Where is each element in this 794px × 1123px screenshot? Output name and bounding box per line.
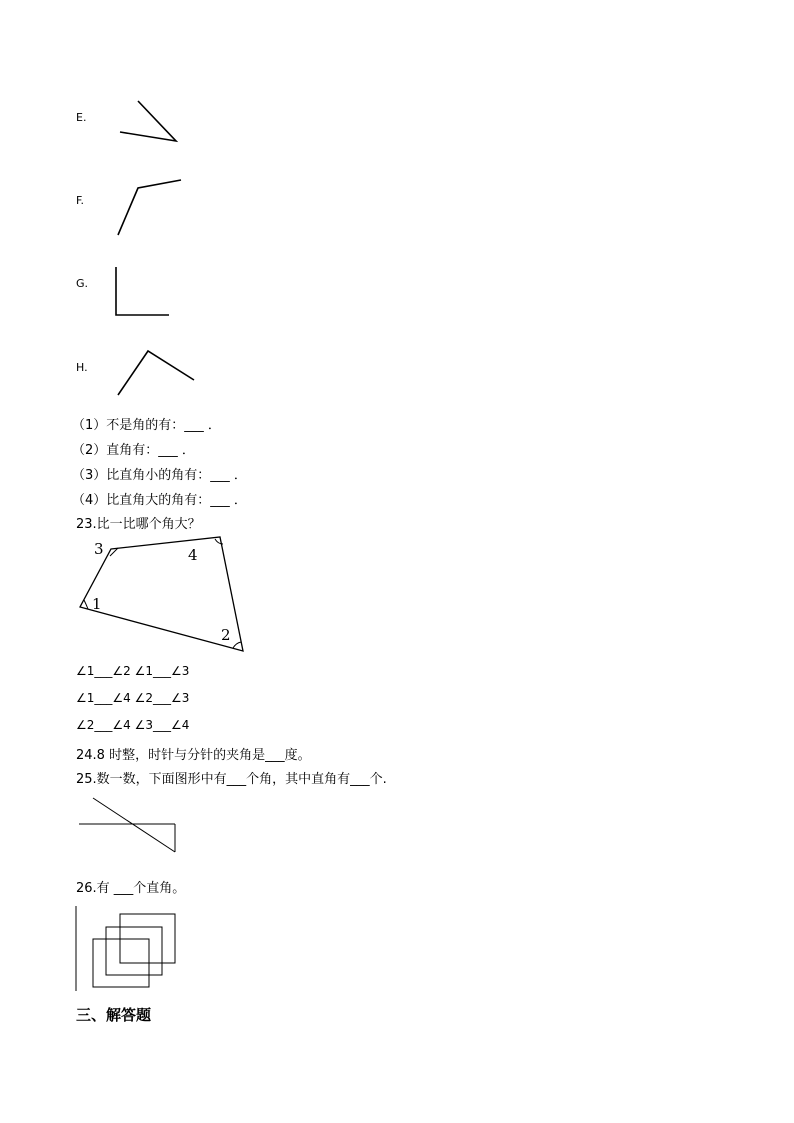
q26-text: 26.有 ___个直角。 [76, 881, 186, 896]
option-label-g: G. [76, 277, 89, 290]
q22-sub-3: （3）比直角小的角有：___ ． [72, 468, 247, 483]
q23-title: 23.比一比哪个角大？ [76, 517, 201, 532]
q22-sub-2: （2）直角有：___ ． [72, 443, 195, 458]
option-label-e: E. [76, 111, 87, 124]
q24-text: 24.8 时整，时针与分针的夹角是___度。 [76, 748, 311, 763]
q23-row-3: ∠2___∠4 ∠3___∠4 [76, 718, 190, 732]
section-3-title: 三、解答题 [76, 1006, 152, 1024]
angle-label-2: 2 [221, 626, 231, 644]
option-label-f: F. [76, 194, 85, 207]
q22-sub-1: （1）不是角的有：___ ． [72, 418, 221, 433]
q23-row-2: ∠1___∠4 ∠2___∠3 [76, 691, 190, 705]
q22-sub-4: （4）比直角大的角有：___ ． [72, 493, 247, 508]
angle-label-4: 4 [188, 546, 198, 564]
angle-label-1: 1 [92, 595, 102, 613]
q23-row-1: ∠1___∠2 ∠1___∠3 [76, 664, 190, 678]
angle-label-3: 3 [94, 540, 104, 558]
q25-text: 25.数一数，下面图形中有___个角，其中直角有___个. [76, 772, 387, 787]
option-label-h: H. [76, 361, 88, 374]
